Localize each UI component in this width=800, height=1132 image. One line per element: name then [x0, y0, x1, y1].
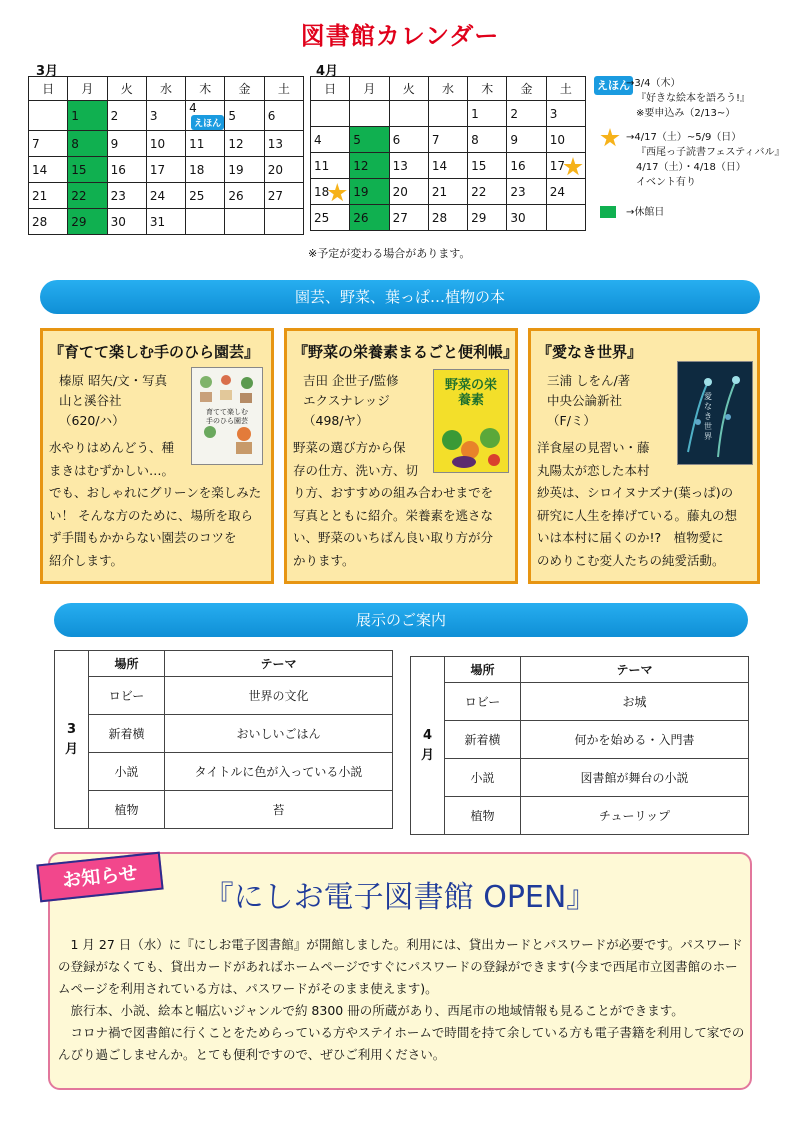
day-number: 2 — [510, 106, 519, 121]
notice-tag: お知らせ — [36, 852, 163, 903]
calendar-day — [428, 127, 467, 153]
weekday-header: 土 — [264, 77, 303, 101]
calendar-day — [311, 153, 350, 179]
table-row — [55, 677, 393, 715]
day-number: 7 — [431, 132, 440, 147]
book-cover-title: 育てて楽しむ 手のひら園芸 — [206, 408, 248, 425]
calendar-day — [107, 101, 146, 131]
calendar-day — [428, 205, 467, 231]
book-desc-line: 丸陽太が恋した本村 — [537, 462, 650, 478]
calendar-day — [107, 131, 146, 157]
legend-closed — [594, 204, 794, 222]
calendar-day — [350, 101, 389, 127]
book-author: 吉田 企世子/監修 — [303, 373, 399, 388]
calendar-day — [225, 183, 264, 209]
exhibit-theme: 図書館が舞台の小説 — [521, 759, 749, 797]
day-number: 17 — [149, 162, 166, 177]
calendar-day — [264, 101, 303, 131]
exhibit-place: 植物 — [89, 791, 165, 829]
weekday-header: 水 — [428, 77, 467, 101]
weekday-header: 日 — [311, 77, 350, 101]
calendar-day — [546, 205, 585, 231]
calendar-day — [350, 153, 389, 179]
day-number: 14 — [32, 162, 48, 177]
exhibit-place: 新着横 — [445, 721, 521, 759]
day-number: 26 — [353, 210, 369, 225]
book-desc-line: 水やりはめんどう、種 — [49, 440, 175, 455]
notice-title: 『にしお電子図書館 OPEN』 — [203, 880, 597, 915]
book-desc-line: 研究に人生を捧げている。藤丸の想 — [537, 507, 738, 523]
weekday-header: 月 — [68, 77, 107, 101]
calendar-day — [146, 157, 185, 183]
calendar-day — [507, 205, 546, 231]
day-number: 28 — [32, 214, 48, 229]
book-desc-line: 存の仕方、洗い方、切 — [293, 462, 419, 478]
calendar-day — [428, 179, 467, 205]
book-desc-line: のめりこむ変人たちの純愛活動。 — [537, 552, 725, 568]
calendar-day — [68, 101, 107, 131]
day-number: 13 — [267, 136, 283, 151]
calendar-day — [146, 131, 185, 157]
book-desc-line: 洋食屋の見習い・藤 — [537, 440, 650, 455]
legend-festival — [594, 128, 794, 194]
weekday-header: 火 — [389, 77, 428, 101]
calendar-day — [146, 209, 185, 235]
day-number: 9 — [510, 132, 519, 147]
book-cover-title: 愛なき世界 — [704, 392, 712, 441]
calendar-day — [468, 205, 507, 231]
april-label: 4月 — [316, 64, 339, 79]
book-publisher: 中央公論新社 — [547, 393, 623, 408]
table-row — [411, 759, 749, 797]
day-number: 29 — [71, 214, 87, 229]
exhibit-month-unit: 月 — [64, 741, 78, 757]
day-number: 4 — [314, 132, 322, 147]
calendar-day — [311, 179, 350, 205]
day-number: 15 — [71, 162, 87, 177]
calendar-day — [225, 157, 264, 183]
calendar-day — [186, 131, 225, 157]
day-number: 13 — [392, 158, 408, 173]
calendar-day — [468, 127, 507, 153]
book-publisher: エクスナレッジ — [303, 393, 390, 408]
exhibit-month-number: 3 — [66, 721, 77, 737]
exhibit-banner: 展示のご案内 — [54, 603, 748, 637]
calendar-day — [68, 157, 107, 183]
book-desc-line: かります。 — [293, 552, 355, 568]
calendar-day — [225, 209, 264, 235]
day-number: 14 — [431, 158, 448, 173]
day-number: 18 — [189, 162, 205, 177]
exhibit-theme: おいしいごはん — [165, 715, 393, 753]
book-desc-line: り方、おすすめの組み合わせまでを — [293, 485, 494, 500]
legend-festival-line: →4/17（土）~5/9（日） — [626, 132, 742, 143]
day-number: 30 — [110, 214, 126, 229]
ehon-icon: えほん — [594, 76, 633, 95]
calendar-day — [225, 131, 264, 157]
day-number: 11 — [314, 158, 330, 173]
calendar-day — [311, 101, 350, 127]
legend-closed-label: →休館日 — [626, 207, 665, 218]
day-number: 26 — [228, 188, 244, 203]
star-icon — [327, 183, 347, 203]
calendar-day — [546, 179, 585, 205]
weekday-header: 金 — [507, 77, 546, 101]
table-row — [411, 683, 749, 721]
exhibit-theme: 苔 — [165, 791, 393, 829]
exhibit-place: 植物 — [445, 797, 521, 835]
weekday-header: 木 — [468, 77, 507, 101]
day-number: 25 — [189, 188, 205, 203]
legend-festival-line: 4/17（土）・4/18（日） — [636, 162, 746, 173]
calendar-note: ※予定が変わる場合があります。 — [308, 247, 471, 260]
calendar-day — [389, 205, 428, 231]
day-number: 5 — [353, 132, 361, 147]
day-number: 16 — [110, 162, 126, 177]
day-number: 5 — [228, 108, 237, 123]
day-number: 18 — [314, 184, 330, 199]
april-calendar — [310, 76, 586, 231]
book-title: 『愛なき世界』 — [537, 343, 643, 361]
calendar-day — [311, 127, 350, 153]
calendar-day — [507, 127, 546, 153]
book-call-number: （F/ミ） — [547, 413, 596, 428]
day-number: 31 — [149, 214, 166, 229]
legend-ehon-line: 『好きな絵本を語ろう!』 — [636, 93, 751, 104]
calendar-day — [29, 157, 68, 183]
day-number: 17 — [549, 158, 565, 173]
calendar-day — [546, 127, 585, 153]
day-number: 28 — [431, 210, 448, 225]
weekday-header: 金 — [225, 77, 264, 101]
header-place: 場所 — [89, 651, 165, 677]
day-number: 20 — [267, 162, 283, 177]
day-number: 8 — [471, 132, 479, 147]
calendar-day — [350, 179, 389, 205]
notice-paragraph: 1 月 27 日（水）に『にしお電子図書館』が開館しました。利用には、貸出カードとパスワードが必要です。パスワードの登録がなくても、貸出カードがあればホームページですぐにパスワードの登録ができます(今まで西尾市立図書館のホームページを利用されている方は、パスワードがそのまま使えます)。 — [58, 937, 743, 996]
calendar-day — [264, 209, 303, 235]
calendar-day — [264, 157, 303, 183]
day-number: 15 — [471, 158, 487, 173]
day-number: 12 — [228, 136, 244, 151]
table-row — [55, 753, 393, 791]
page-title: 図書館カレンダー — [300, 22, 500, 50]
calendar-day — [29, 101, 68, 131]
notice-paragraph: コロナ禍で図書館に行くことをためらっている方やステイホームで時間を持て余している方も電子書籍を利用して家でのんびり過ごしませんか。とても便利ですので、ぜひご利用ください。 — [58, 1025, 745, 1062]
day-number: 1 — [471, 106, 479, 121]
book-title: 『育てて楽しむ手のひら園芸』 — [49, 343, 260, 361]
calendar-day — [468, 153, 507, 179]
day-number: 27 — [392, 210, 408, 225]
day-number: 3 — [549, 106, 558, 121]
calendar-day — [428, 153, 467, 179]
book-card — [40, 328, 274, 584]
table-row — [411, 721, 749, 759]
calendar-day — [468, 179, 507, 205]
exhibit-place: 小説 — [89, 753, 165, 791]
book-author: 榛原 昭矢/文・写真 — [59, 373, 168, 388]
weekday-header: 土 — [546, 77, 585, 101]
day-number: 6 — [267, 108, 276, 123]
day-number: 10 — [149, 136, 166, 151]
star-icon — [600, 128, 620, 148]
calendar-day — [146, 101, 185, 131]
star-icon — [563, 157, 583, 177]
header-theme: テーマ — [521, 657, 749, 683]
day-number: 1 — [71, 108, 79, 123]
calendar-day — [468, 101, 507, 127]
calendar-day — [428, 101, 467, 127]
table-row — [55, 715, 393, 753]
day-number: 22 — [71, 188, 87, 203]
table-row — [55, 791, 393, 829]
legend-festival-line: イベント有り — [636, 177, 696, 188]
book-desc-line: い！ そんな方のために、場所を取ら — [49, 507, 253, 523]
book-desc-line: でも、おしゃれにグリーンを楽しみた — [49, 485, 262, 500]
day-number: 19 — [353, 184, 369, 199]
legend-festival-line: 『西尾っ子読書フェスティバル』 — [636, 147, 785, 158]
book-cover-title: 野菜の栄養素 — [444, 378, 497, 408]
calendar-day — [68, 209, 107, 235]
book-desc-line: い、野菜のいちばん良い取り方が分 — [293, 530, 494, 545]
calendar-day — [264, 131, 303, 157]
day-number: 24 — [549, 184, 565, 199]
calendar-day — [350, 127, 389, 153]
weekday-header: 水 — [146, 77, 185, 101]
book-title: 『野菜の栄養素まるごと便利帳』 — [293, 343, 519, 361]
books-banner: 園芸、野菜、葉っぱ…植物の本 — [40, 280, 760, 314]
exhibit-table-march — [54, 650, 393, 829]
day-number: 7 — [32, 136, 40, 151]
day-number: 20 — [392, 184, 408, 199]
calendar-day — [186, 183, 225, 209]
calendar-day — [68, 131, 107, 157]
book-publisher: 山と溪谷社 — [59, 393, 122, 408]
book-desc-line: まきはむずかしい…。 — [49, 462, 175, 478]
book-author: 三浦 しをん/著 — [547, 373, 631, 388]
calendar-day — [225, 101, 264, 131]
book-card — [284, 328, 518, 584]
day-number: 24 — [149, 188, 166, 203]
day-number: 16 — [510, 158, 526, 173]
calendar-day — [507, 101, 546, 127]
weekday-header: 日 — [29, 77, 68, 101]
exhibit-theme: タイトルに色が入っている小説 — [165, 753, 393, 791]
calendar-day — [389, 179, 428, 205]
day-number: 12 — [353, 158, 369, 173]
calendar-day — [546, 153, 585, 179]
day-number: 21 — [32, 188, 48, 203]
calendar-day — [186, 157, 225, 183]
calendar-day — [264, 183, 303, 209]
day-number: 3 — [149, 108, 158, 123]
book-card — [528, 328, 760, 584]
weekday-header: 月 — [350, 77, 389, 101]
day-number: 27 — [267, 188, 283, 203]
day-number: 9 — [110, 136, 119, 151]
calendar-day — [107, 157, 146, 183]
exhibit-theme: 何かを始める・入門書 — [521, 721, 749, 759]
exhibit-place: ロビー — [445, 683, 521, 721]
day-number: 4 — [189, 101, 197, 115]
table-row — [411, 797, 749, 835]
day-number: 22 — [471, 184, 487, 199]
march-calendar — [28, 76, 304, 235]
calendar-day — [389, 153, 428, 179]
book-call-number: （620/ハ） — [59, 413, 125, 428]
day-number: 23 — [110, 188, 126, 203]
ehon-icon: えほん — [191, 115, 224, 130]
day-number: 21 — [431, 184, 448, 199]
exhibit-theme: 世界の文化 — [165, 677, 393, 715]
calendar-day — [29, 183, 68, 209]
book-desc-line: 野菜の選び方から保 — [293, 440, 406, 455]
exhibit-month — [411, 657, 445, 835]
notice-body — [58, 934, 748, 1066]
book-desc-line: 紗英は、シロイヌナズナ(葉っぱ)の — [537, 485, 734, 500]
calendar-day — [29, 131, 68, 157]
day-number: 25 — [314, 210, 330, 225]
day-number: 30 — [510, 210, 526, 225]
weekday-header: 火 — [107, 77, 146, 101]
exhibit-place: 小説 — [445, 759, 521, 797]
calendar-day — [68, 183, 107, 209]
calendar-day — [389, 101, 428, 127]
day-number: 11 — [189, 136, 205, 151]
book-desc-line: いは本村に届くのか!? 植物愛に — [537, 530, 724, 545]
day-number: 19 — [228, 162, 244, 177]
book-desc-line: 紹介します。 — [49, 552, 124, 568]
calendar-day — [311, 205, 350, 231]
exhibit-theme: お城 — [521, 683, 749, 721]
exhibit-month — [55, 651, 89, 829]
calendar-day — [507, 153, 546, 179]
day-number: 29 — [471, 210, 487, 225]
exhibit-month-number: 4 — [422, 727, 433, 743]
calendar-day — [29, 209, 68, 235]
calendar-day — [350, 205, 389, 231]
legend-ehon-line: →3/4（木） — [626, 78, 681, 89]
book-desc-line: ず手間もかからない園芸のコツを — [49, 530, 237, 545]
calendar-day — [546, 101, 585, 127]
book-desc-line: 写真とともに紹介。栄養素を逃さな — [293, 507, 494, 523]
closed-day-swatch — [600, 206, 616, 218]
calendar-day — [107, 183, 146, 209]
day-number: 6 — [392, 132, 401, 147]
legend-ehon — [594, 76, 794, 126]
day-number: 23 — [510, 184, 526, 199]
calendar-day — [186, 101, 225, 131]
calendar-day — [107, 209, 146, 235]
calendar-day — [507, 179, 546, 205]
header-theme: テーマ — [165, 651, 393, 677]
exhibit-month-unit: 月 — [420, 747, 434, 763]
day-number: 2 — [110, 108, 119, 123]
march-label: 3月 — [36, 64, 59, 79]
header-place: 場所 — [445, 657, 521, 683]
exhibit-place: ロビー — [89, 677, 165, 715]
day-number: 8 — [71, 136, 79, 151]
exhibit-table-april — [410, 656, 749, 835]
notice-paragraph: 旅行本、小説、絵本と幅広いジャンルで約 8300 冊の所蔵があり、西尾市の地域情報も見ることができます。 — [70, 1003, 684, 1018]
exhibit-place: 新着横 — [89, 715, 165, 753]
exhibit-theme: チューリップ — [521, 797, 749, 835]
day-number: 10 — [549, 132, 565, 147]
calendar-day — [146, 183, 185, 209]
legend-ehon-line: ※要申込み（2/13~） — [636, 108, 736, 119]
book-call-number: （498/ヤ） — [303, 413, 369, 428]
calendar-day — [389, 127, 428, 153]
calendar-day — [186, 209, 225, 235]
weekday-header: 木 — [186, 77, 225, 101]
